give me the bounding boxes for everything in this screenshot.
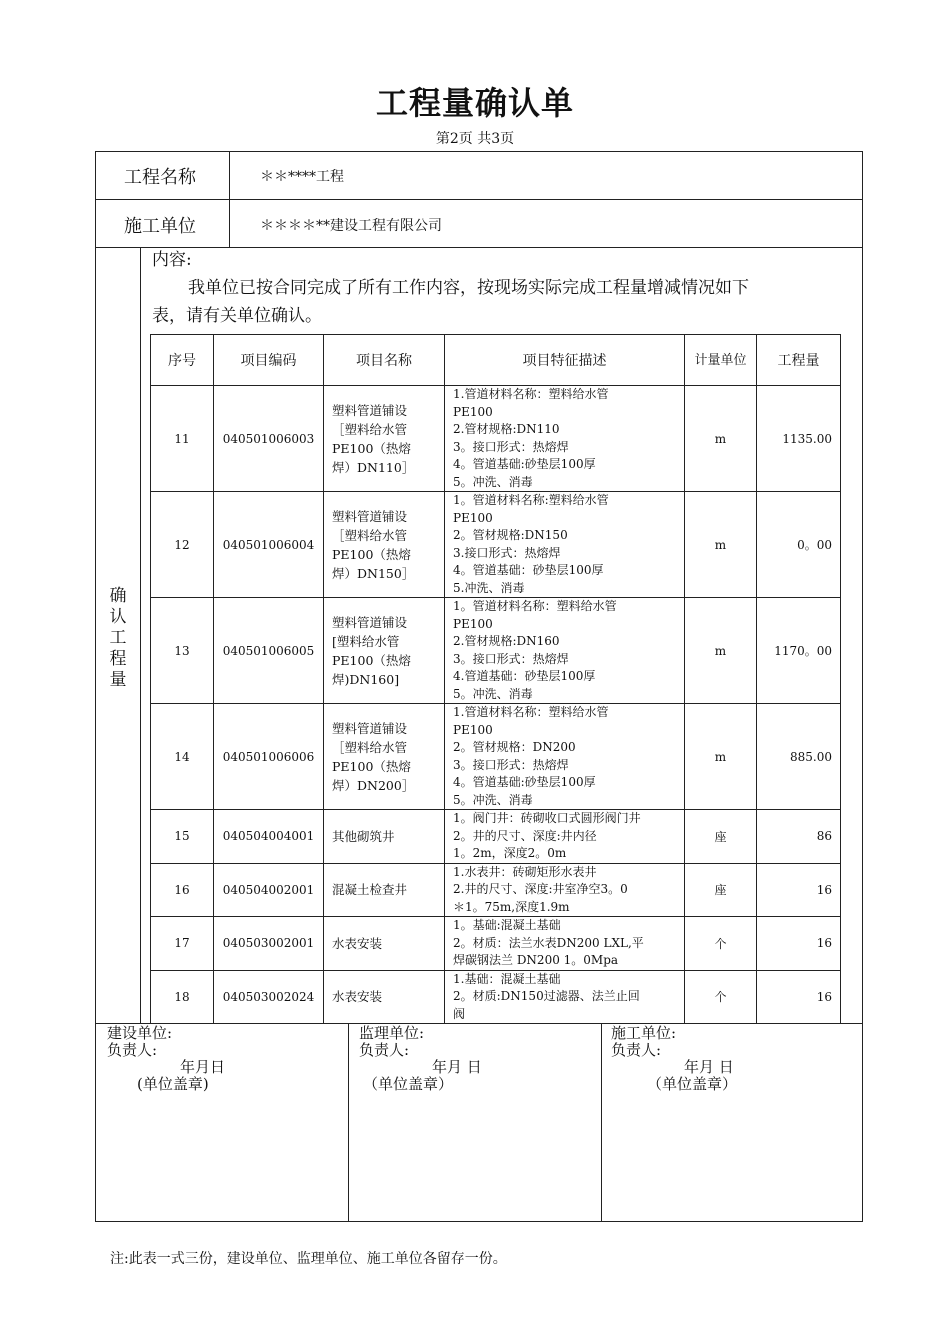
frame-bottom-border — [95, 1221, 863, 1222]
cell-unit: m — [685, 386, 757, 492]
page-info: 第2页 共3页 — [435, 131, 515, 147]
cell-desc-line: 1.管道材料名称：塑料给水管 — [453, 387, 609, 401]
sig-supervisor-unit: 监理单位: — [359, 1024, 425, 1042]
cell-name-line: PE100（热熔 — [332, 546, 411, 562]
table-row — [151, 386, 841, 492]
cell-desc — [445, 492, 685, 598]
cell-code: 040504004001 — [214, 810, 324, 864]
cell-desc-line: 2.管材规格:DN110 — [453, 422, 560, 436]
confirm-quantity-side-label: 确 认 工 程 量 — [109, 586, 127, 690]
cell-name — [324, 917, 445, 971]
cell-desc-line: 2。管材规格：DN200 — [453, 740, 576, 754]
cell-name-line: 焊）DN110］ — [332, 459, 415, 475]
content-label: 内容: — [152, 250, 192, 270]
table-row — [151, 917, 841, 971]
cell-desc-line: ＊1。75m,深度1.9m — [453, 899, 570, 914]
cell-name-line: 塑料管道铺设 — [332, 508, 408, 524]
sig-owner-date: 年月日 — [180, 1058, 226, 1076]
sig-supervisor-person: 负责人: — [359, 1041, 410, 1059]
col-header-no: 序号 — [151, 335, 214, 386]
cell-unit: 个 — [685, 970, 757, 1024]
cell-code: 040501006004 — [214, 492, 324, 598]
cell-desc-line: PE100 — [453, 510, 493, 525]
table-row — [151, 598, 841, 704]
cell-no: 14 — [151, 704, 214, 810]
cell-code: 040501006006 — [214, 704, 324, 810]
cell-name-line: PE100（热熔 — [332, 758, 411, 774]
cell-no: 15 — [151, 810, 214, 864]
quantity-table — [150, 334, 841, 1024]
cell-no: 17 — [151, 917, 214, 971]
col-header-qty: 工程量 — [757, 335, 841, 386]
cell-name-line: [塑料给水管 — [332, 633, 400, 649]
cell-desc-line: 1。阀门井：砖砌收口式圆形阀门井 — [453, 811, 641, 825]
cell-desc — [445, 704, 685, 810]
cell-desc — [445, 970, 685, 1024]
cell-desc — [445, 810, 685, 864]
cell-name — [324, 598, 445, 704]
cell-no: 12 — [151, 492, 214, 598]
cell-desc-line: PE100 — [453, 722, 493, 737]
cell-desc-line: 5。冲洗、消毒 — [453, 474, 533, 489]
sig-supervisor-date: 年月 日 — [432, 1058, 482, 1076]
sig-block-supervisor — [359, 1025, 482, 1093]
cell-name-line: 塑料管道铺设 — [332, 402, 408, 418]
cell-name — [324, 970, 445, 1024]
col-header-name: 项目名称 — [324, 335, 445, 386]
document-title: 工程量确认单 — [375, 84, 574, 122]
cell-name — [324, 704, 445, 810]
cell-name-line: 混凝土检查井 — [332, 882, 408, 898]
cell-name — [324, 386, 445, 492]
cell-desc-line: 3。接口形式：热熔焊 — [453, 651, 569, 666]
cell-desc-line: 1。2m，深度2。0m — [453, 846, 567, 860]
cell-desc-line: 2.井的尺寸、深度:井室净空3。0 — [453, 882, 628, 896]
cell-desc-line: 2。材质：法兰水表DN200 LXL,平 — [453, 935, 644, 950]
cell-name-line: 塑料管道铺设 — [332, 614, 408, 630]
table-row — [151, 704, 841, 810]
cell-desc-line: 2。管材规格:DN150 — [453, 528, 568, 542]
cell-name-line: PE100（热熔 — [332, 440, 411, 456]
col-header-code: 项目编码 — [214, 335, 324, 386]
frame-top-border — [95, 151, 863, 152]
cell-name-line: 焊)DN160] — [332, 671, 400, 687]
cell-desc-line: 2。材质:DN150过滤器、法兰止回 — [453, 989, 640, 1003]
table-row — [151, 810, 841, 864]
cell-desc-line: 1.水表井：砖砌矩形水表井 — [453, 864, 597, 879]
cell-qty: 1135.00 — [757, 386, 841, 492]
cell-qty: 0。00 — [757, 492, 841, 598]
sig-col-divider-1 — [348, 1023, 349, 1222]
content-line-2: 表，请有关单位确认。 — [152, 306, 322, 326]
header-col-divider — [229, 151, 230, 248]
cell-name — [324, 863, 445, 917]
cell-desc-line: 1。管道材料名称：塑料给水管 — [453, 599, 617, 613]
cell-name-line: 塑料管道铺设 — [332, 720, 408, 736]
table-row — [151, 970, 841, 1024]
cell-unit: 座 — [685, 863, 757, 917]
cell-qty: 16 — [757, 917, 841, 971]
contractor-value: ＊＊＊＊**建设工程有限公司 — [260, 218, 442, 234]
project-name-value: ＊＊****工程 — [260, 169, 344, 185]
cell-qty: 1170。00 — [757, 598, 841, 704]
table-header-row — [151, 335, 841, 386]
cell-desc-line: 3。接口形式：热熔焊 — [453, 439, 569, 454]
cell-desc-line: 焊碳钢法兰 DN200 1。0Mpa — [453, 953, 619, 967]
sig-contractor-seal: （单位盖章） — [647, 1075, 738, 1093]
cell-name — [324, 492, 445, 598]
cell-name-line: 其他砌筑井 — [332, 828, 395, 844]
cell-qty: 16 — [757, 863, 841, 917]
sig-contractor-date: 年月 日 — [684, 1058, 734, 1076]
cell-code: 040501006003 — [214, 386, 324, 492]
cell-desc — [445, 917, 685, 971]
cell-name-line: 焊）DN150］ — [332, 565, 415, 581]
sig-block-contractor — [611, 1025, 737, 1093]
cell-unit: 个 — [685, 917, 757, 971]
cell-name-line: ［塑料给水管 — [332, 739, 408, 755]
cell-code: 040503002024 — [214, 970, 324, 1024]
cell-unit: m — [685, 598, 757, 704]
sig-owner-seal: (单位盖章) — [137, 1075, 209, 1093]
cell-desc-line: 2。井的尺寸、深度:井内径 — [453, 828, 597, 843]
cell-unit: 座 — [685, 810, 757, 864]
cell-desc-line: 3。接口形式：热熔焊 — [453, 757, 569, 772]
sig-contractor-unit: 施工单位: — [611, 1024, 677, 1042]
cell-desc-line: 4.管道基础：砂垫层100厚 — [453, 669, 596, 683]
cell-desc — [445, 386, 685, 492]
cell-qty: 16 — [757, 970, 841, 1024]
cell-desc — [445, 598, 685, 704]
cell-name-line: 水表安装 — [332, 935, 383, 951]
cell-name-line: 焊）DN200］ — [332, 777, 415, 793]
cell-desc-line: 1.基础：混凝土基础 — [453, 971, 561, 986]
row-divider-2 — [95, 247, 863, 248]
table-row — [151, 492, 841, 598]
cell-no: 11 — [151, 386, 214, 492]
cell-desc-line: PE100 — [453, 616, 493, 631]
cell-name-line: 水表安装 — [332, 989, 383, 1005]
sig-contractor-person: 负责人: — [611, 1041, 662, 1059]
cell-desc-line: 2.管材规格:DN160 — [453, 634, 560, 648]
sig-supervisor-seal: （单位盖章） — [363, 1075, 454, 1093]
project-name-label: 工程名称 — [124, 167, 196, 188]
sig-col-divider-2 — [601, 1023, 602, 1222]
cell-desc-line: 5.冲洗、消毒 — [453, 580, 525, 595]
cell-code: 040501006005 — [214, 598, 324, 704]
cell-code: 040503002001 — [214, 917, 324, 971]
cell-no: 18 — [151, 970, 214, 1024]
cell-desc — [445, 863, 685, 917]
sig-owner-person: 负责人: — [107, 1041, 158, 1059]
table-row — [151, 863, 841, 917]
footer-note: 注:此表一式三份，建设单位、监理单位、施工单位各留存一份。 — [110, 1251, 507, 1267]
cell-desc-line: 1。基础:混凝土基础 — [453, 918, 561, 932]
cell-name-line: ［塑料给水管 — [332, 527, 408, 543]
cell-desc-line: 阀 — [453, 1006, 466, 1021]
cell-no: 13 — [151, 598, 214, 704]
row-divider-1 — [95, 199, 863, 200]
content-line-1: 我单位已按合同完成了所有工作内容，按现场实际完成工程量增减情况如下 — [188, 278, 749, 298]
cell-desc-line: 4。管道基础：砂垫层100厚 — [453, 563, 604, 577]
side-col-divider — [140, 247, 141, 1024]
cell-name — [324, 810, 445, 864]
cell-no: 16 — [151, 863, 214, 917]
frame-left-border — [95, 151, 96, 1222]
cell-name-line: PE100（热熔 — [332, 652, 411, 668]
sig-block-owner — [107, 1025, 225, 1093]
frame-right-border — [862, 151, 863, 1222]
cell-desc-line: 1.管道材料名称：塑料给水管 — [453, 705, 609, 719]
cell-desc-line: 4。管道基础:砂垫层100厚 — [453, 775, 596, 789]
col-header-unit: 计量单位 — [685, 335, 757, 386]
cell-unit: m — [685, 704, 757, 810]
cell-unit: m — [685, 492, 757, 598]
col-header-desc: 项目特征描述 — [445, 335, 685, 386]
cell-qty: 86 — [757, 810, 841, 864]
cell-name-line: ［塑料给水管 — [332, 421, 408, 437]
cell-desc-line: 5。冲洗、消毒 — [453, 686, 533, 701]
contractor-label: 施工单位 — [124, 216, 196, 237]
cell-desc-line: 5。冲洗、消毒 — [453, 792, 533, 807]
cell-desc-line: 3.接口形式：热熔焊 — [453, 545, 561, 560]
cell-desc-line: PE100 — [453, 404, 493, 419]
cell-desc-line: 1。管道材料名称:塑料给水管 — [453, 493, 609, 507]
cell-qty: 885.00 — [757, 704, 841, 810]
cell-desc-line: 4。管道基础:砂垫层100厚 — [453, 457, 596, 471]
cell-code: 040504002001 — [214, 863, 324, 917]
sig-owner-unit: 建设单位: — [107, 1024, 173, 1042]
